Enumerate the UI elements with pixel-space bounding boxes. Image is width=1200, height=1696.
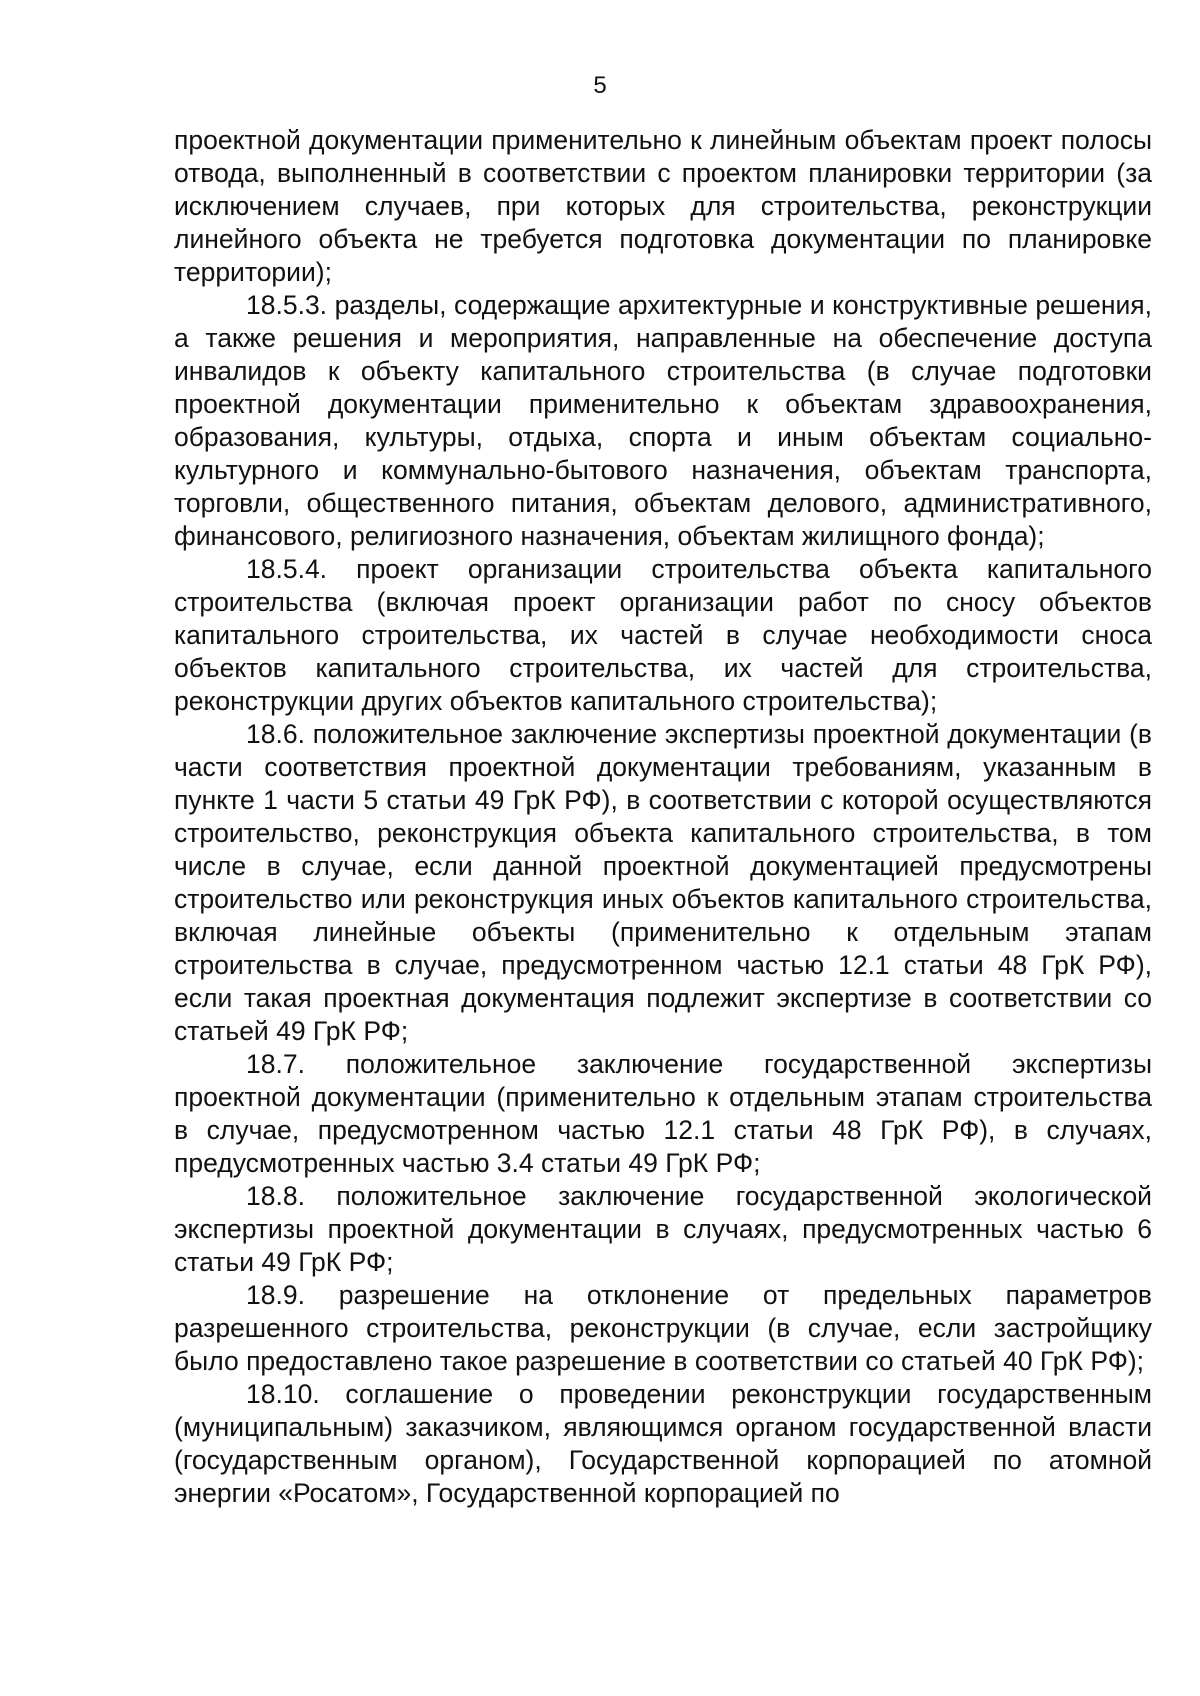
paragraph-18-5-4: 18.5.4. проект организации строительства объекта капитального строительства (включая проект организации работ по сносу объектов капитального строительства, их частей в случае необходимости сноса объектов капитального строительства, их частей для строительства, реконструкции других объектов капитального строительства); [174, 554, 1152, 716]
paragraph-18-9: 18.9. разрешение на отклонение от предельных параметров разрешенного строительства, реконструкции (в случае, если застройщику было предоставлено такое разрешение в соответствии со статьей 40 ГрК РФ); [174, 1280, 1152, 1376]
document-body [174, 124, 1152, 1510]
paragraph-18-5-3: 18.5.3. разделы, содержащие архитектурные и конструктивные решения, а также решения и мероприятия, направленные на обеспечение доступа инвалидов к объекту капитального строительства (в случае подготовки проектной документации применительно к объектам здравоохранения, образования, культуры, отдыха, спорта и иным объектам социально-культурного и коммунально-бытового назначения, объектам транспорта, торговли, общественного питания, объектам делового, административного, финансового, религиозного назначения, объектам жилищного фонда); [174, 290, 1152, 551]
paragraph-18-8: 18.8. положительное заключение государственной экологической экспертизы проектной документации в случаях, предусмотренных частью 6 статьи 49 ГрК РФ; [174, 1181, 1152, 1277]
paragraph-continuation: проектной документации применительно к линейным объектам проект полосы отвода, выполненный в соответствии с проектом планировки территории (за исключением случаев, при которых для строительства, реконструкции линейного объекта не требуется подготовка документации по планировке территории); [174, 125, 1152, 287]
paragraph-18-10: 18.10. соглашение о проведении реконструкции государственным (муниципальным) заказчиком, являющимся органом государственной власти (государственным органом), Государственной корпорацией по атомной энергии «Росатом», Государственной корпорацией по [174, 1379, 1152, 1508]
paragraph-18-7: 18.7. положительное заключение государственной экспертизы проектной документации (применительно к отдельным этапам строительства в случае, предусмотренном частью 12.1 статьи 48 ГрК РФ), в случаях, предусмотренных частью 3.4 статьи 49 ГрК РФ; [174, 1049, 1152, 1178]
paragraph-18-6: 18.6. положительное заключение экспертизы проектной документации (в части соответствия проектной документации требованиям, указанным в пункте 1 части 5 статьи 49 ГрК РФ), в соответствии с которой осуществляются строительство, реконструкция объекта капитального строительства, в том числе в случае, если данной проектной документацией предусмотрены строительство или реконструкция иных объектов капитального строительства, включая линейные объекты (применительно к отдельным этапам строительства в случае, предусмотренном частью 12.1 статьи 48 ГрК РФ), если такая проектная документация подлежит экспертизе в соответствии со статьей 49 ГрК РФ; [174, 719, 1152, 1046]
page-number: 5 [593, 72, 607, 99]
